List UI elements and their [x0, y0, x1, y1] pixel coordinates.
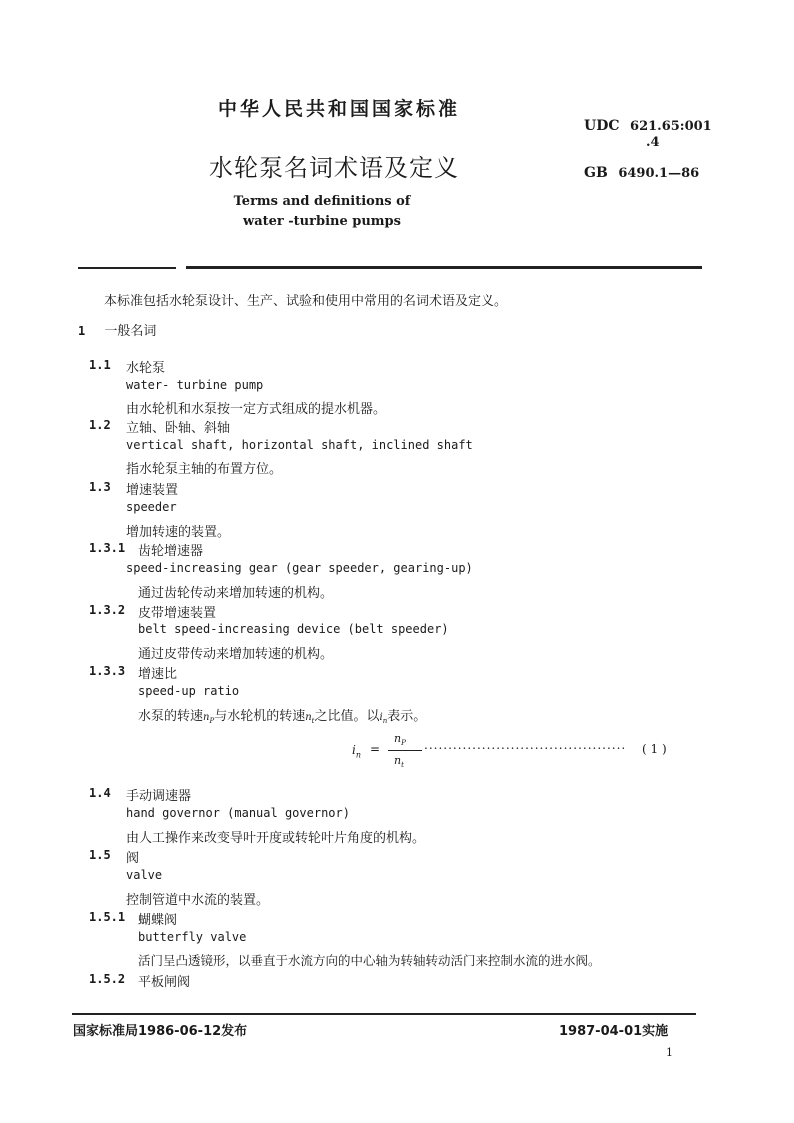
term-name-en: butterfly valve [138, 930, 247, 944]
term-name-cn: 皮带增速装置 [138, 606, 217, 621]
term-name-en: speed-up ratio [138, 684, 240, 698]
term-definition: 增加转速的装置。 [126, 525, 231, 540]
udc-label: UDC [584, 118, 620, 134]
term-number: 1.2 [89, 418, 111, 432]
term-number: 1.5.2 [89, 972, 126, 986]
effective-date: 1987-04-01实施 [559, 1024, 669, 1039]
standard-title-cn: 水轮泵名词术语及定义 [209, 154, 459, 182]
title-en-line1: Terms and definitions of [233, 194, 411, 209]
term-name-en: vertical shaft, horizontal shaft, inclined shaft [126, 438, 473, 452]
term-number: 1.3 [89, 480, 111, 494]
term-name-cn: 水轮泵 [126, 361, 166, 376]
section-name: 一般名词 [104, 324, 157, 339]
term-name-cn: 齿轮增速器 [138, 544, 204, 559]
formula-lhs: $i_n$ [352, 743, 361, 760]
term-name-cn: 立轴、卧轴、斜轴 [126, 421, 231, 436]
formula-equals: = [370, 742, 381, 756]
definition-text: 之比值。以 [314, 709, 380, 724]
gb-code: 6490.1—86 [618, 166, 700, 181]
formula-equation-number: ( 1 ) [642, 742, 667, 756]
term-number: 1.4 [89, 786, 111, 800]
footer-rule [72, 1013, 696, 1015]
term-name-en: valve [126, 868, 163, 882]
header-rule-long [186, 266, 702, 269]
title-en-line2: water -turbine pumps [243, 214, 401, 229]
term-name-cn: 阀 [126, 851, 140, 866]
symbol-in: $i_n$ [379, 712, 388, 725]
term-definition: 由人工操作来改变导叶开度或转轮叶片角度的机构。 [126, 831, 426, 846]
standard-title-en [232, 192, 412, 232]
term-name-en: speeder [126, 500, 177, 514]
term-name-cn: 蝴蝶阀 [138, 913, 178, 928]
formula-numerator: $n_P$ [394, 732, 406, 748]
formula-denominator: $n_t$ [394, 754, 404, 770]
intro-paragraph: 本标准包括水轮泵设计、生产、试验和使用中常用的名词术语及定义。 [104, 294, 508, 309]
gb-code-block [584, 165, 699, 181]
term-definition: 指水轮泵主轴的布置方位。 [126, 462, 283, 477]
term-definition: 由水轮机和水泵按一定方式组成的提水机器。 [126, 402, 387, 417]
term-name-en: hand governor (manual governor) [126, 806, 350, 820]
formula-fraction-bar [388, 750, 422, 751]
term-number: 1.5.1 [89, 910, 126, 924]
term-name-en: speed-increasing gear (gear speeder, gearing-up) [126, 561, 473, 575]
page-number: 1 [666, 1046, 673, 1059]
term-number: 1.3.1 [89, 541, 126, 555]
formula-speed-ratio [352, 732, 692, 772]
term-name-en: water- turbine pump [126, 378, 264, 392]
definition-text: 水泵的转速 [138, 709, 204, 724]
udc-code-block [584, 118, 712, 151]
issue-date: 国家标准局1986-06-12发布 [73, 1024, 248, 1039]
definition-text: 与水轮机的转速 [214, 709, 306, 724]
udc-code: 621.65:001 [630, 119, 712, 134]
gb-label: GB [584, 165, 608, 181]
section-heading [78, 320, 156, 339]
term-name-en: belt speed-increasing device (belt speeder) [138, 622, 449, 636]
term-name-cn: 增速装置 [126, 483, 179, 498]
symbol-nt: $n_t$ [305, 712, 315, 725]
term-name-cn: 增速比 [138, 667, 178, 682]
definition-text: 表示。 [387, 709, 427, 724]
section-number: 1 [78, 324, 86, 338]
term-definition: 活门呈凸透镜形，以垂直于水流方向的中心轴为转轴转动活门来控制水流的进水阀。 [138, 953, 601, 968]
term-name-cn: 手动调速器 [126, 789, 192, 804]
udc-code-continuation: .4 [646, 135, 660, 150]
term-number: 1.5 [89, 848, 111, 862]
term-definition: 控制管道中水流的装置。 [126, 893, 270, 908]
term-number: 1.3.3 [89, 664, 126, 678]
standard-country-heading: 中华人民共和国国家标准 [218, 98, 461, 120]
term-number: 1.3.2 [89, 603, 126, 617]
term-number: 1.1 [89, 358, 111, 372]
term-definition: 通过齿轮传动来增加转速的机构。 [138, 586, 334, 601]
term-name-cn: 平板闸阀 [138, 975, 191, 990]
symbol-np: $n_P$ [203, 712, 215, 725]
formula-leader-dots: .......................................... [424, 738, 627, 752]
header-rule-short [78, 267, 176, 269]
term-definition: 通过皮带传动来增加转速的机构。 [138, 647, 334, 662]
term-definition [138, 705, 426, 725]
